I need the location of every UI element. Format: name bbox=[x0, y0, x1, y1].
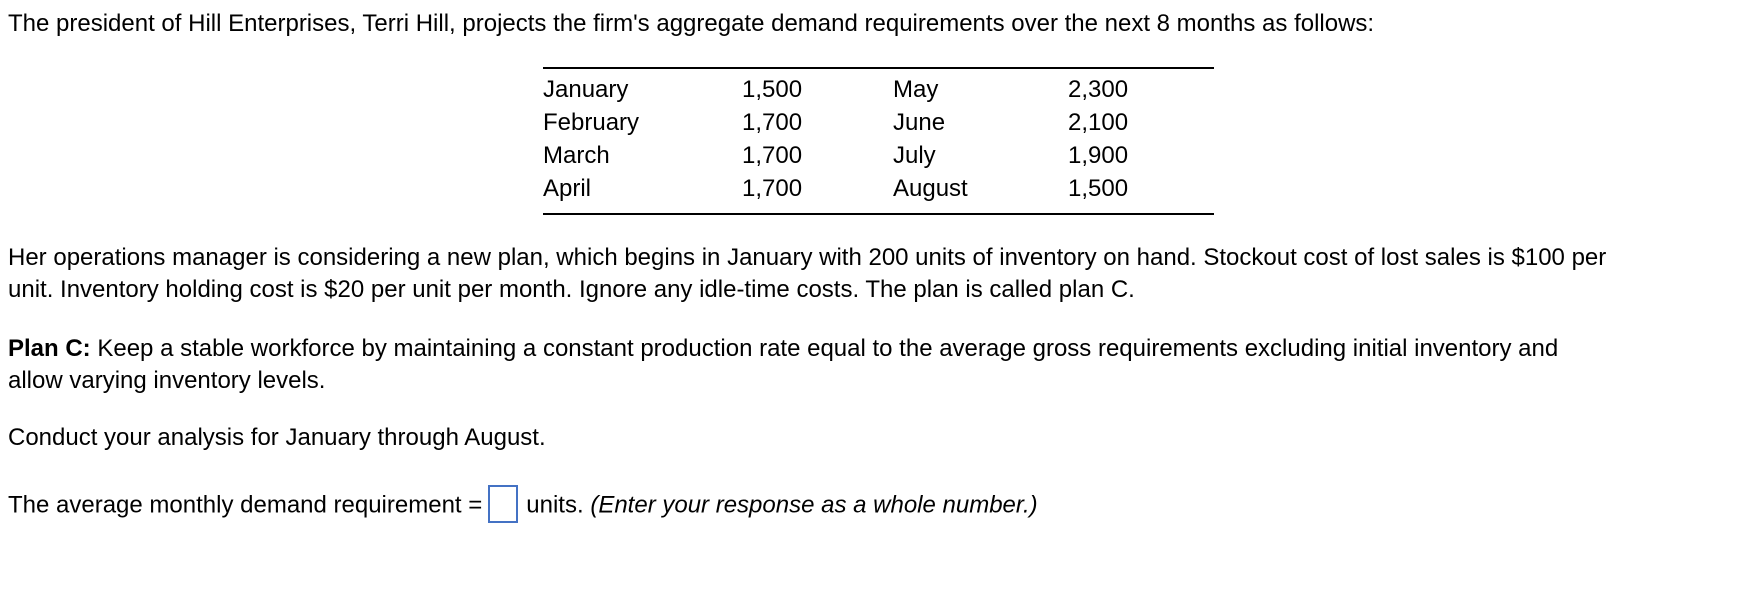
conduct-paragraph: Conduct your analysis for January through August. bbox=[8, 424, 546, 451]
table-value-cell: 2,100 bbox=[1068, 109, 1129, 136]
answer-prefix: The average monthly demand requirement = bbox=[8, 491, 483, 519]
table-value-cell: 1,900 bbox=[1068, 142, 1129, 169]
table-value-cell: 1,700 bbox=[742, 142, 803, 169]
manager-paragraph bbox=[8, 242, 1606, 306]
answer-line bbox=[8, 487, 1038, 525]
manager-line-1: Her operations manager is considering a new plan, which begins in January with 200 units of inventory on hand. Stockout cost of lost sales is $100 per bbox=[8, 244, 1607, 271]
manager-line-2: unit. Inventory holding cost is $20 per unit per month. Ignore any idle-time costs. The plan is called plan C. bbox=[8, 276, 1135, 303]
average-demand-input[interactable] bbox=[488, 485, 518, 523]
answer-hint: (Enter your response as a whole number.) bbox=[590, 491, 1038, 519]
table-value-cell: 1,700 bbox=[742, 175, 803, 202]
problem-intro: The president of Hill Enterprises, Terri Hill, projects the firm's aggregate demand requirements over the next 8 months as follows: bbox=[8, 10, 1375, 37]
table-month-cell: August bbox=[893, 175, 968, 202]
table-value-cell: 2,300 bbox=[1068, 76, 1129, 103]
table-month-cell: February bbox=[543, 109, 640, 136]
table-value-cell: 1,500 bbox=[1068, 175, 1129, 202]
plan-line-1 bbox=[8, 333, 1558, 365]
table-value-cell: 1,700 bbox=[742, 109, 803, 136]
plan-paragraph bbox=[8, 333, 1558, 397]
table-month-cell: January bbox=[543, 76, 629, 103]
table-value-cell: 1,500 bbox=[742, 76, 803, 103]
table-month-cell: May bbox=[893, 76, 939, 103]
table-month-cell: April bbox=[543, 175, 592, 202]
table-month-cell: March bbox=[543, 142, 610, 169]
demand-table bbox=[543, 67, 1214, 215]
plan-label: Plan C: bbox=[8, 335, 91, 362]
table-month-cell: July bbox=[893, 142, 936, 169]
answer-suffix: units. bbox=[526, 491, 584, 519]
plan-text: Keep a stable workforce by maintaining a constant production rate equal to the average gross requirements excluding initial inventory and bbox=[90, 335, 1559, 362]
plan-line-2: allow varying inventory levels. bbox=[8, 367, 326, 394]
table-month-cell: June bbox=[893, 109, 946, 136]
